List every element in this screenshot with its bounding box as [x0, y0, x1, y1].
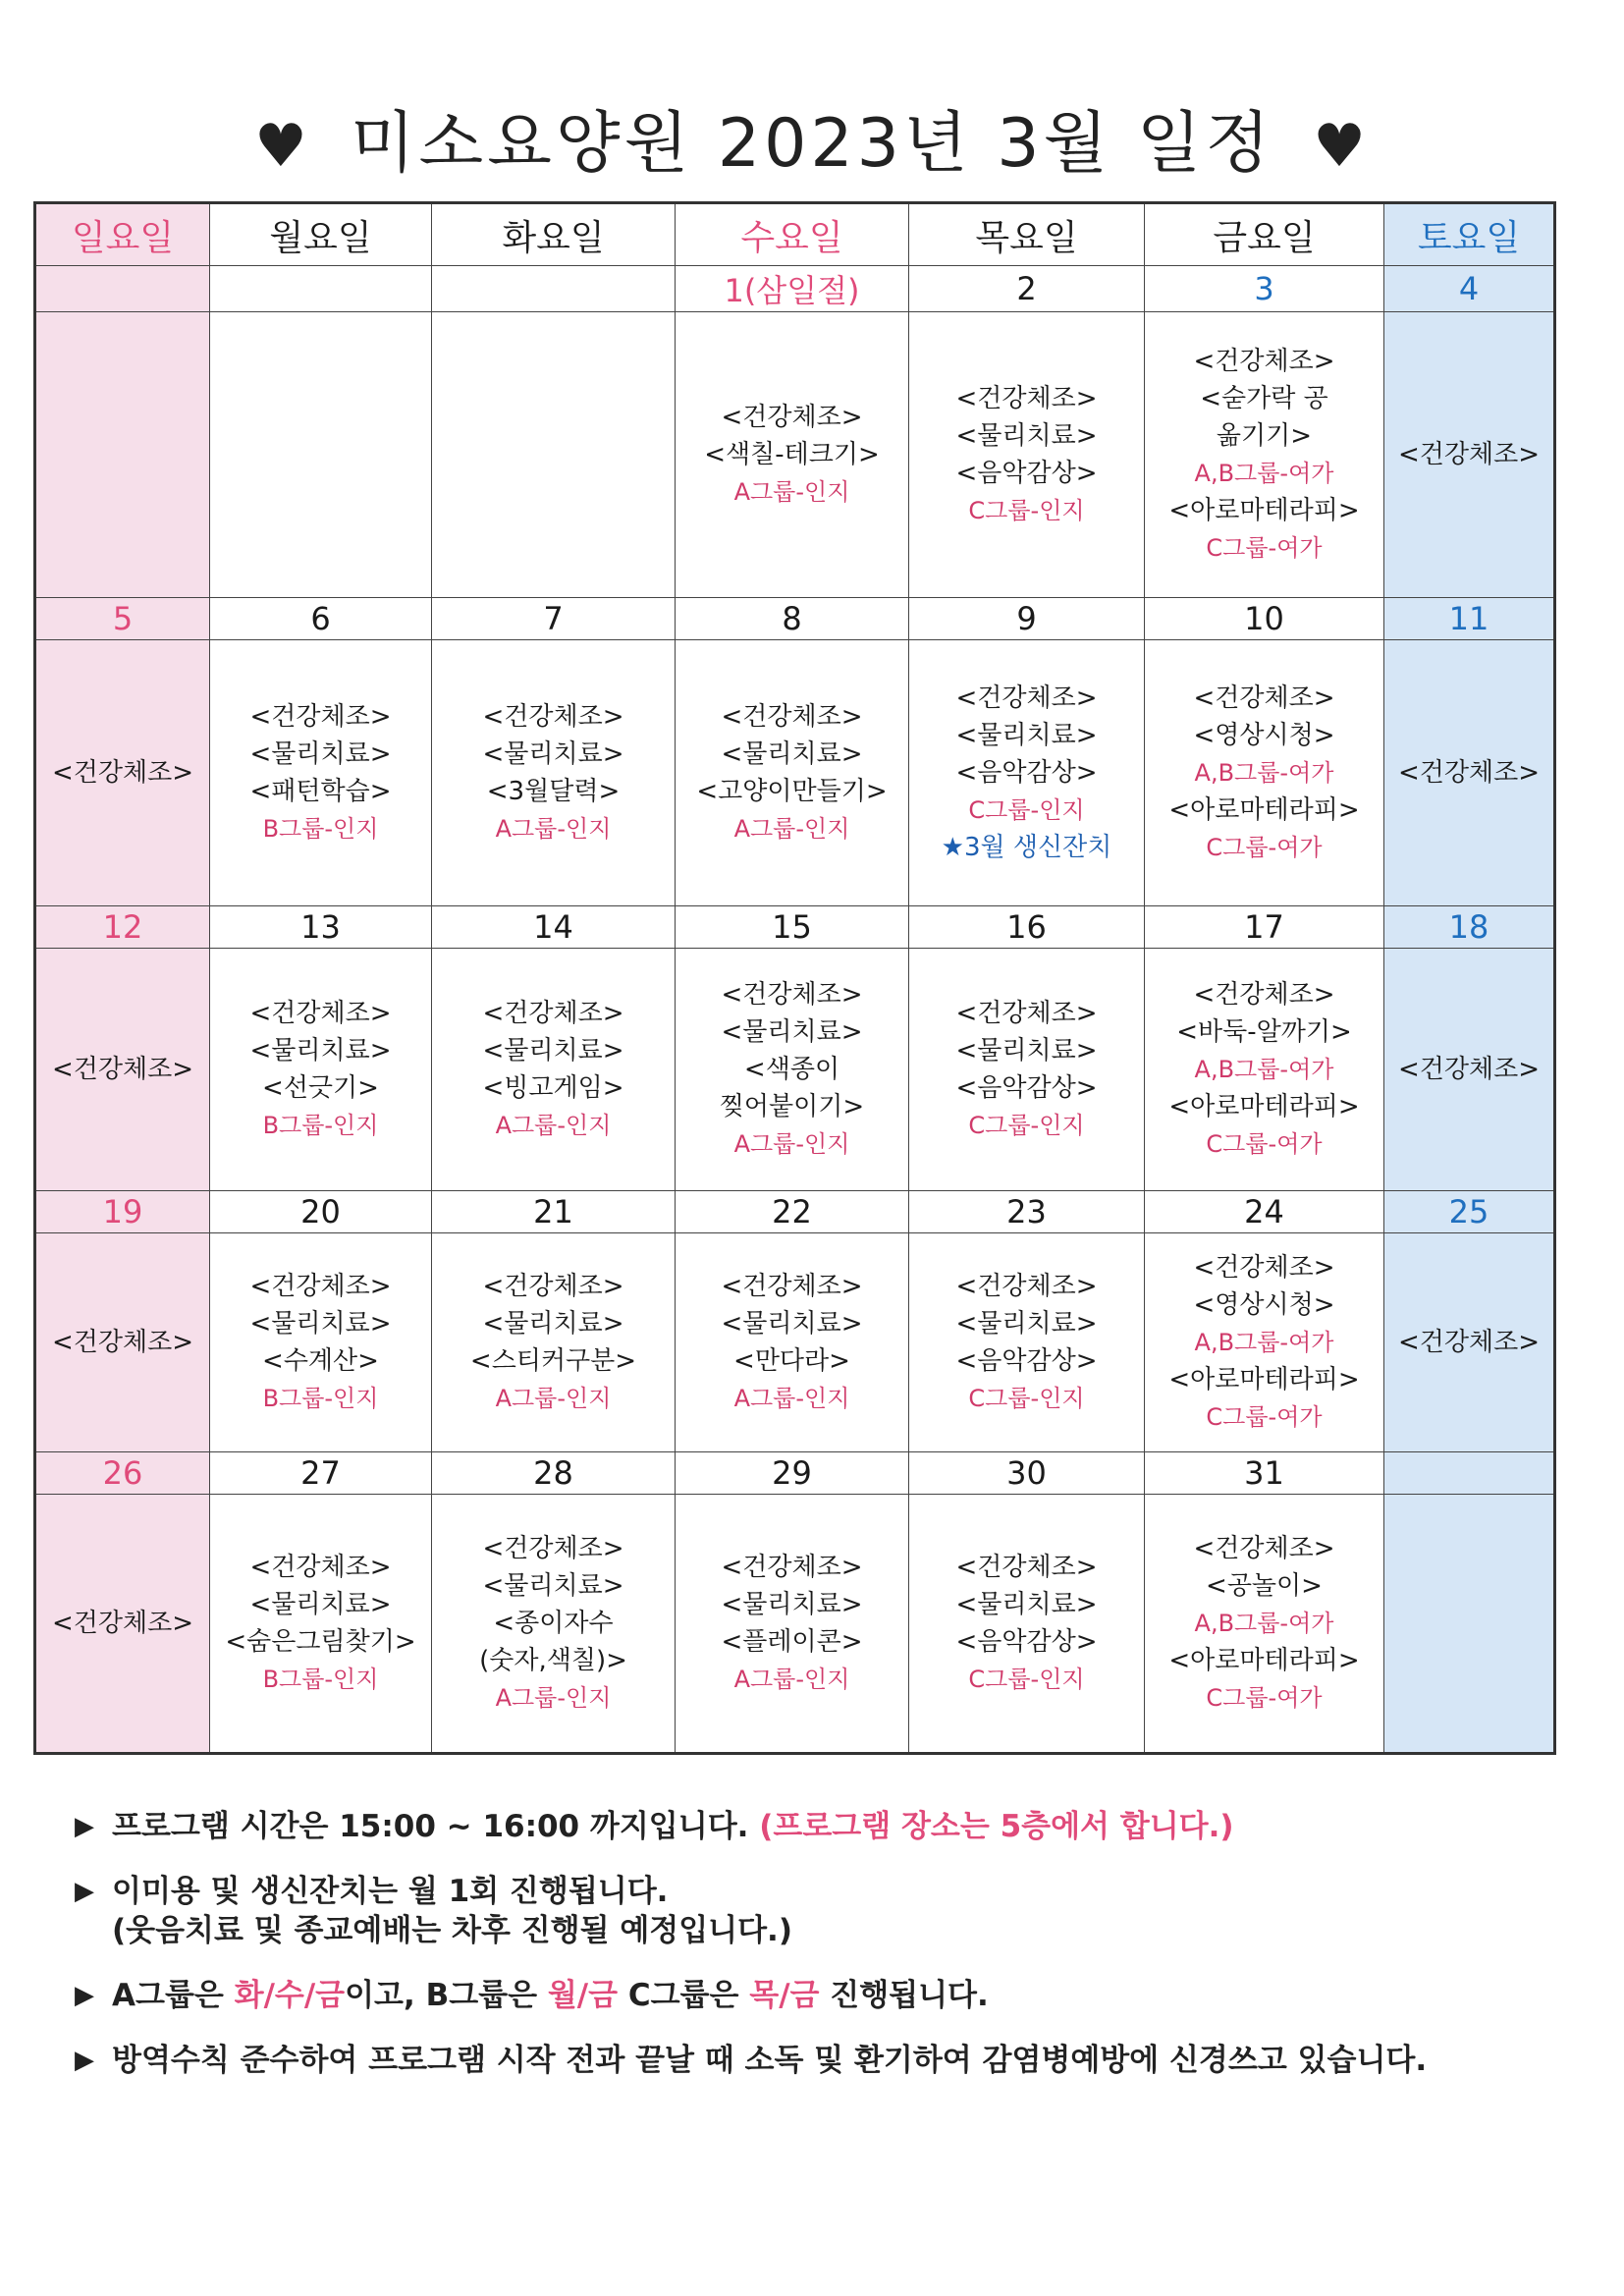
weekday-header-row — [35, 203, 1555, 266]
calendar-table — [33, 201, 1556, 1755]
activity-cell — [909, 640, 1145, 906]
activity-item: <건강체조> — [721, 1553, 863, 1582]
date-cell: 24 — [1145, 1191, 1384, 1233]
activity-item: <건강체조> — [1397, 1328, 1541, 1357]
activity-item: <영상시청> — [1193, 1290, 1335, 1320]
activity-cell — [35, 640, 210, 906]
activity-item: <숟가락 공 — [1200, 384, 1328, 413]
date-cell: 11 — [1384, 598, 1555, 640]
date-cell: 18 — [1384, 906, 1555, 949]
group-suffix: 진행됩니다. — [819, 1978, 989, 2013]
date-cell: 8 — [676, 598, 909, 640]
activity-item: <건강체조> — [955, 384, 1098, 413]
activity-cell — [909, 312, 1145, 598]
activity-cell — [676, 1495, 909, 1754]
activity-item: <영상시청> — [1193, 721, 1335, 750]
activity-cell — [432, 1233, 676, 1452]
activity-cell — [432, 640, 676, 906]
activity-row — [35, 1233, 1555, 1452]
activity-item: <수계산> — [262, 1346, 379, 1376]
activity-cell — [676, 640, 909, 906]
activity-item: <건강체조> — [1193, 347, 1335, 376]
activity-item: <바둑-알까기> — [1176, 1017, 1352, 1047]
heart-icon: ♥ — [254, 112, 311, 181]
group-label: B그룹-인지 — [262, 1385, 379, 1412]
activity-item: <물리치료> — [249, 1036, 392, 1066]
date-cell: 3 — [1145, 266, 1384, 312]
note-text — [112, 1872, 792, 1950]
activity-item: <3월달력> — [486, 777, 621, 806]
date-row — [35, 598, 1555, 640]
date-cell: 21 — [432, 1191, 676, 1233]
group-label: A,B그룹-여가 — [1194, 1329, 1334, 1356]
activity-item: <물리치료> — [955, 421, 1098, 451]
activity-cell — [1145, 949, 1384, 1191]
date-cell: 20 — [210, 1191, 432, 1233]
group-b-days: 월/금 — [547, 1978, 619, 2013]
note-program-time — [75, 1807, 1528, 1846]
date-cell: 12 — [35, 906, 210, 949]
group-b-label: 이고, B그룹은 — [345, 1978, 548, 2013]
activity-item: <건강체조> — [721, 1272, 863, 1301]
date-cell: 17 — [1145, 906, 1384, 949]
date-cell: 6 — [210, 598, 432, 640]
date-cell: 14 — [432, 906, 676, 949]
activity-item: <음악감상> — [955, 459, 1098, 488]
date-cell: 23 — [909, 1191, 1145, 1233]
group-label: A그룹-인지 — [733, 478, 850, 506]
activity-cell — [1384, 1495, 1555, 1754]
activity-item: <음악감상> — [955, 1346, 1098, 1376]
activity-item: <음악감상> — [955, 1627, 1098, 1657]
group-label: C그룹-여가 — [1206, 534, 1323, 562]
group-label: C그룹-인지 — [968, 497, 1085, 524]
group-label: A그룹-인지 — [733, 1666, 850, 1693]
triangle-bullet-icon: ▶ — [75, 1812, 94, 1841]
group-label: A그룹-인지 — [733, 815, 850, 843]
page-title — [0, 90, 1624, 186]
activity-item: <건강체조> — [955, 1272, 1098, 1301]
activity-cell — [1145, 640, 1384, 906]
group-label: A,B그룹-여가 — [1194, 1056, 1334, 1083]
activity-item: <건강체조> — [721, 980, 863, 1010]
activity-item: <공놀이> — [1206, 1571, 1323, 1601]
activity-item: <건강체조> — [51, 758, 194, 788]
activity-cell — [676, 312, 909, 598]
activity-item: <아로마테라피> — [1168, 795, 1360, 825]
activity-cell — [1145, 1233, 1384, 1452]
activity-item: <물리치료> — [482, 1036, 624, 1066]
note-haircut-text: 이미용 및 생신잔치는 월 1회 진행됩니다. — [112, 1874, 669, 1909]
activity-item: <패턴학습> — [249, 777, 392, 806]
activity-item: <빙고게임> — [482, 1073, 624, 1103]
group-label: B그룹-인지 — [262, 815, 379, 843]
activity-cell — [676, 1233, 909, 1452]
date-row — [35, 1191, 1555, 1233]
activity-item: <물리치료> — [482, 739, 624, 769]
activity-item: <건강체조> — [955, 1553, 1098, 1582]
date-cell: 9 — [909, 598, 1145, 640]
activity-cell — [1145, 1495, 1384, 1754]
activity-cell — [909, 1495, 1145, 1754]
group-label: A,B그룹-여가 — [1194, 759, 1334, 787]
date-cell: 2 — [909, 266, 1145, 312]
activity-item: <건강체조> — [482, 1534, 624, 1563]
date-cell: 1(삼일절) — [676, 266, 909, 312]
activity-item: <물리치료> — [249, 1590, 392, 1619]
activity-cell — [210, 312, 432, 598]
activity-item: <색칠-테크기> — [704, 440, 880, 469]
activity-item: <선긋기> — [262, 1073, 379, 1103]
date-cell: 15 — [676, 906, 909, 949]
activity-item: <음악감상> — [955, 758, 1098, 788]
activity-item: <건강체조> — [249, 1553, 392, 1582]
activity-item: <플레이콘> — [721, 1627, 863, 1657]
activity-cell — [1145, 312, 1384, 598]
activity-cell — [1384, 312, 1555, 598]
note-therapy-text: (웃음치료 및 종교예배는 차후 진행될 예정입니다.) — [112, 1913, 792, 1948]
group-label: A,B그룹-여가 — [1194, 1610, 1334, 1637]
triangle-bullet-icon: ▶ — [75, 2046, 94, 2075]
activity-cell — [210, 640, 432, 906]
note-groups — [75, 1976, 1528, 2015]
date-cell: 13 — [210, 906, 432, 949]
activity-item: <건강체조> — [482, 999, 624, 1028]
date-cell — [432, 266, 676, 312]
note-quarantine — [75, 2041, 1528, 2080]
activity-item: <물리치료> — [955, 1036, 1098, 1066]
activity-cell — [432, 312, 676, 598]
date-row — [35, 906, 1555, 949]
activity-item: <건강체조> — [1397, 440, 1541, 469]
date-cell — [1384, 1452, 1555, 1495]
activity-item: <물리치료> — [249, 739, 392, 769]
activity-cell — [210, 1495, 432, 1754]
activity-item: <건강체조> — [721, 403, 863, 432]
activity-item: <스티커구분> — [469, 1346, 637, 1376]
group-label: C그룹-인지 — [968, 1112, 1085, 1139]
activity-item: <색종이 — [743, 1055, 840, 1084]
date-cell: 10 — [1145, 598, 1384, 640]
date-cell: 5 — [35, 598, 210, 640]
group-label: A그룹-인지 — [495, 815, 612, 843]
activity-item: <만다라> — [733, 1346, 850, 1376]
heart-icon: ♥ — [1313, 112, 1370, 181]
activity-cell — [210, 1233, 432, 1452]
weekday-wednesday: 수요일 — [676, 203, 909, 266]
activity-item: (숫자,색칠)> — [479, 1646, 627, 1675]
note-location-text: (프로그램 장소는 5층에서 합니다.) — [759, 1809, 1234, 1844]
notes-section — [75, 1807, 1528, 2105]
activity-cell — [35, 1233, 210, 1452]
group-label: C그룹-여가 — [1206, 1684, 1323, 1712]
activity-cell — [909, 949, 1145, 1191]
weekday-sunday: 일요일 — [35, 203, 210, 266]
group-label: B그룹-인지 — [262, 1666, 379, 1693]
activity-item: <물리치료> — [955, 1590, 1098, 1619]
activity-item: <건강체조> — [249, 1272, 392, 1301]
date-cell: 28 — [432, 1452, 676, 1495]
group-label: A그룹-인지 — [733, 1385, 850, 1412]
date-cell: 7 — [432, 598, 676, 640]
activity-item: 옮기기> — [1216, 421, 1313, 451]
activity-item: <건강체조> — [51, 1328, 194, 1357]
activity-cell — [35, 1495, 210, 1754]
date-cell: 29 — [676, 1452, 909, 1495]
activity-item: <건강체조> — [249, 999, 392, 1028]
note-haircut-birthday — [75, 1872, 1528, 1950]
activity-cell — [909, 1233, 1145, 1452]
activity-row — [35, 640, 1555, 906]
activity-item: <건강체조> — [482, 702, 624, 732]
group-label: C그룹-인지 — [968, 796, 1085, 824]
date-cell: 4 — [1384, 266, 1555, 312]
activity-cell — [432, 1495, 676, 1754]
activity-item: <음악감상> — [955, 1073, 1098, 1103]
date-cell: 25 — [1384, 1191, 1555, 1233]
activity-item: <고양이만들기> — [696, 777, 888, 806]
activity-item: <물리치료> — [955, 721, 1098, 750]
title-text: 미소요양원 2023년 3월 일정 — [350, 105, 1274, 183]
date-cell: 16 — [909, 906, 1145, 949]
group-c-label: C그룹은 — [618, 1978, 750, 2013]
activity-item: <건강체조> — [1193, 683, 1335, 713]
note-text — [112, 1807, 1234, 1846]
weekday-saturday: 토요일 — [1384, 203, 1555, 266]
activity-item: <건강체조> — [1193, 1534, 1335, 1563]
group-label: C그룹-인지 — [968, 1666, 1085, 1693]
activity-item: <건강체조> — [1397, 758, 1541, 788]
activity-item: <아로마테라피> — [1168, 496, 1360, 525]
note-text — [112, 1976, 989, 2015]
activity-cell — [676, 949, 909, 1191]
activity-item: <건강체조> — [249, 702, 392, 732]
group-label: C그룹-여가 — [1206, 1130, 1323, 1158]
date-row — [35, 266, 1555, 312]
activity-item: <건강체조> — [1397, 1055, 1541, 1084]
activity-item: <숨은그림찾기> — [225, 1627, 416, 1657]
activity-item: <건강체조> — [1193, 1253, 1335, 1283]
activity-item: <건강체조> — [1193, 980, 1335, 1010]
date-cell — [35, 266, 210, 312]
weekday-tuesday: 화요일 — [432, 203, 676, 266]
activity-cell — [35, 312, 210, 598]
activity-item: <아로마테라피> — [1168, 1646, 1360, 1675]
group-label: A,B그룹-여가 — [1194, 460, 1334, 487]
activity-cell — [1384, 1233, 1555, 1452]
group-c-days: 목/금 — [749, 1978, 820, 2013]
activity-item: <아로마테라피> — [1168, 1365, 1360, 1394]
activity-item: 찢어붙이기> — [719, 1092, 865, 1121]
group-a-label: A그룹은 — [112, 1978, 235, 2013]
triangle-bullet-icon: ▶ — [75, 1877, 94, 1906]
group-a-days: 화/수/금 — [234, 1978, 346, 2013]
group-label: A그룹-인지 — [495, 1684, 612, 1712]
activity-item: <물리치료> — [721, 1017, 863, 1047]
date-cell — [210, 266, 432, 312]
activity-cell — [210, 949, 432, 1191]
activity-cell — [35, 949, 210, 1191]
group-label: C그룹-여가 — [1206, 834, 1323, 861]
activity-item: <건강체조> — [955, 999, 1098, 1028]
activity-cell — [1384, 949, 1555, 1191]
activity-item: <물리치료> — [721, 1590, 863, 1619]
group-label: A그룹-인지 — [733, 1130, 850, 1158]
activity-item: <건강체조> — [721, 702, 863, 732]
activity-item: <건강체조> — [955, 683, 1098, 713]
activity-row — [35, 1495, 1555, 1754]
date-cell: 26 — [35, 1452, 210, 1495]
triangle-bullet-icon: ▶ — [75, 1981, 94, 2010]
activity-item: <건강체조> — [51, 1055, 194, 1084]
group-label: C그룹-인지 — [968, 1385, 1085, 1412]
activity-item: <종이자수 — [493, 1609, 614, 1638]
activity-item: <건강체조> — [51, 1609, 194, 1638]
weekday-thursday: 목요일 — [909, 203, 1145, 266]
activity-cell — [1384, 640, 1555, 906]
activity-item: <물리치료> — [721, 1309, 863, 1339]
group-label: B그룹-인지 — [262, 1112, 379, 1139]
event-note: ★3월 생신잔치 — [941, 833, 1112, 862]
date-cell: 27 — [210, 1452, 432, 1495]
activity-row — [35, 312, 1555, 598]
date-cell: 22 — [676, 1191, 909, 1233]
date-cell: 19 — [35, 1191, 210, 1233]
weekday-friday: 금요일 — [1145, 203, 1384, 266]
date-cell: 31 — [1145, 1452, 1384, 1495]
activity-row — [35, 949, 1555, 1191]
activity-item: <물리치료> — [721, 739, 863, 769]
group-label: A그룹-인지 — [495, 1112, 612, 1139]
activity-cell — [432, 949, 676, 1191]
group-label: C그룹-여가 — [1206, 1403, 1323, 1431]
group-label: A그룹-인지 — [495, 1385, 612, 1412]
activity-item: <건강체조> — [482, 1272, 624, 1301]
activity-item: <물리치료> — [482, 1309, 624, 1339]
note-quarantine-text: 방역수칙 준수하여 프로그램 시작 전과 끝날 때 소독 및 환기하여 감염병예방에 신경쓰고 있습니다. — [112, 2043, 1428, 2078]
date-row — [35, 1452, 1555, 1495]
activity-item: <물리치료> — [482, 1571, 624, 1601]
activity-item: <물리치료> — [955, 1309, 1098, 1339]
activity-item: <아로마테라피> — [1168, 1092, 1360, 1121]
weekday-monday: 월요일 — [210, 203, 432, 266]
date-cell: 30 — [909, 1452, 1145, 1495]
activity-item: <물리치료> — [249, 1309, 392, 1339]
note-time-text: 프로그램 시간은 15:00 ~ 16:00 까지입니다. — [112, 1809, 760, 1844]
